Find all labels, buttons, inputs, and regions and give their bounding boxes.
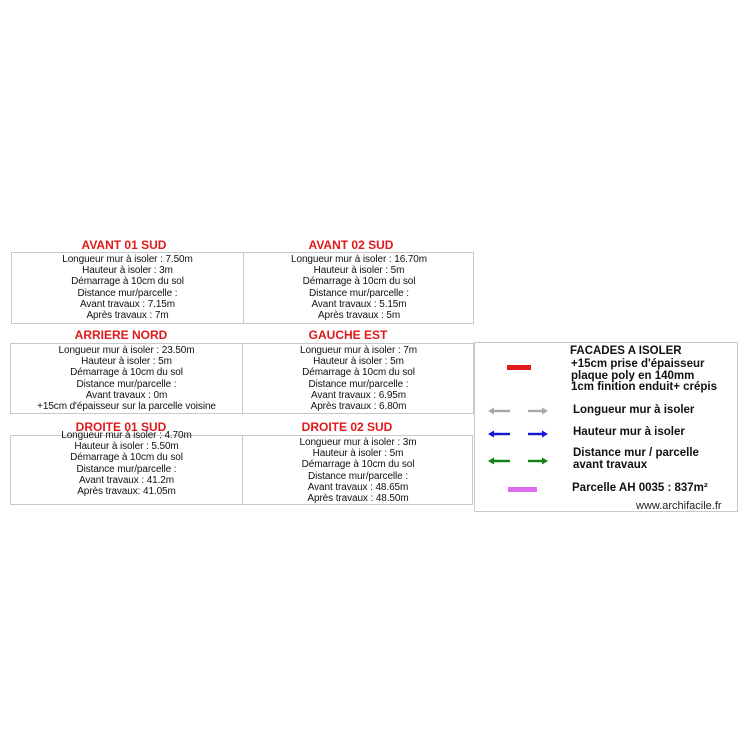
after-works: Après travaux: 41.05m xyxy=(77,486,176,498)
distance-label: Distance mur/parcelle : xyxy=(76,463,177,475)
start-height: Démarrage à 10cm du sol xyxy=(71,276,184,288)
distance-label: Distance mur/parcelle : xyxy=(77,287,178,299)
section-avant-02-sud xyxy=(243,253,474,323)
section-avant-01-sud xyxy=(12,253,243,323)
distance-label: Distance mur/parcelle : xyxy=(309,287,409,299)
section-row-1 xyxy=(11,252,474,324)
wall-height: Hauteur à isoler : 5.50m xyxy=(74,441,179,453)
double-arrow-icon xyxy=(488,429,550,439)
wall-height: Hauteur à isoler : 5m xyxy=(313,265,405,277)
start-height: Démarrage à 10cm du sol xyxy=(70,452,183,464)
label-line: avant travaux xyxy=(573,458,648,471)
section-droite-02-sud xyxy=(242,436,473,504)
start-height: Démarrage à 10cm du sol xyxy=(70,367,183,379)
legend-title: FACADES A ISOLER xyxy=(570,345,682,357)
section-gauche-est xyxy=(242,344,474,413)
before-works: Avant travaux : 7.15m xyxy=(80,298,175,310)
double-arrow-icon xyxy=(488,406,550,416)
start-height: Démarrage à 10cm du sol xyxy=(302,276,416,288)
label-line: plaque poly en 140mm xyxy=(571,369,695,382)
section-title-droite-02-sud: DROITE 02 SUD xyxy=(301,420,393,434)
section-row-3 xyxy=(10,430,473,505)
wall-length: Longueur mur à isoler : 16.70m xyxy=(291,254,427,265)
legend-label-length: Longueur mur à isoler xyxy=(573,404,695,416)
section-droite-01-sud xyxy=(11,430,242,504)
start-height: Démarrage à 10cm du sol xyxy=(302,367,415,379)
wall-height: Hauteur à isoler : 5m xyxy=(81,356,172,368)
watermark: www.archifacile.fr xyxy=(636,500,722,512)
after-works: Après travaux : 48.50m xyxy=(307,493,409,505)
legend-label-height: Hauteur mur à isoler xyxy=(573,426,685,438)
distance-label: Distance mur/parcelle : xyxy=(308,470,408,482)
section-title-arriere-nord: ARRIERE NORD xyxy=(74,328,168,342)
magenta-bar-icon xyxy=(508,487,537,492)
label-line: +15cm prise d'épaisseur xyxy=(571,358,705,370)
neighbor-note: +15cm d'épaisseur sur la parcelle voisine xyxy=(37,401,216,413)
section-row-2 xyxy=(10,343,474,414)
after-works: Après travaux : 6.80m xyxy=(310,401,407,413)
section-arriere-nord xyxy=(11,344,242,413)
distance-label: Distance mur/parcelle : xyxy=(76,378,177,390)
legend-label-distance xyxy=(573,448,699,471)
wall-height: Hauteur à isoler : 3m xyxy=(82,265,173,277)
wall-height: Hauteur à isoler : 5m xyxy=(313,356,404,368)
wall-length: Longueur mur à isoler : 23.50m xyxy=(58,345,195,356)
section-title-avant-01-sud: AVANT 01 SUD xyxy=(81,238,167,252)
section-title-gauche-est: GAUCHE EST xyxy=(308,328,388,342)
section-title-avant-02-sud: AVANT 02 SUD xyxy=(308,238,394,252)
before-works: Avant travaux : 48.65m xyxy=(307,481,409,493)
after-works: Après travaux : 5m xyxy=(317,310,401,322)
label-line: Distance mur / parcelle xyxy=(573,447,699,459)
section-title-droite-01-sud: DROITE 01 SUD xyxy=(75,420,167,434)
label-line: 1cm finition enduit+ crépis xyxy=(571,381,718,393)
before-works: Avant travaux : 5.15m xyxy=(311,298,407,310)
before-works: Avant travaux : 0m xyxy=(85,389,168,401)
legend-label-parcel: Parcelle AH 0035 : 837m² xyxy=(572,482,708,494)
legend xyxy=(474,342,738,512)
distance-label: Distance mur/parcelle : xyxy=(308,378,409,390)
wall-length: Longueur mur à isoler : 4.70m xyxy=(61,430,192,441)
wall-length: Longueur mur à isoler : 7m xyxy=(300,345,417,356)
double-arrow-icon xyxy=(488,456,550,466)
start-height: Démarrage à 10cm du sol xyxy=(301,459,415,471)
after-works: Après travaux : 7m xyxy=(86,310,169,322)
wall-height: Hauteur à isoler : 5m xyxy=(312,448,404,460)
before-works: Avant travaux : 6.95m xyxy=(311,389,406,401)
before-works: Avant travaux : 41.2m xyxy=(79,474,174,486)
legend-label-insulation xyxy=(571,359,717,394)
wall-length: Longueur mur à isoler : 7.50m xyxy=(62,254,193,265)
wall-length: Longueur mur à isoler : 3m xyxy=(299,437,417,448)
red-bar-icon xyxy=(507,365,531,370)
